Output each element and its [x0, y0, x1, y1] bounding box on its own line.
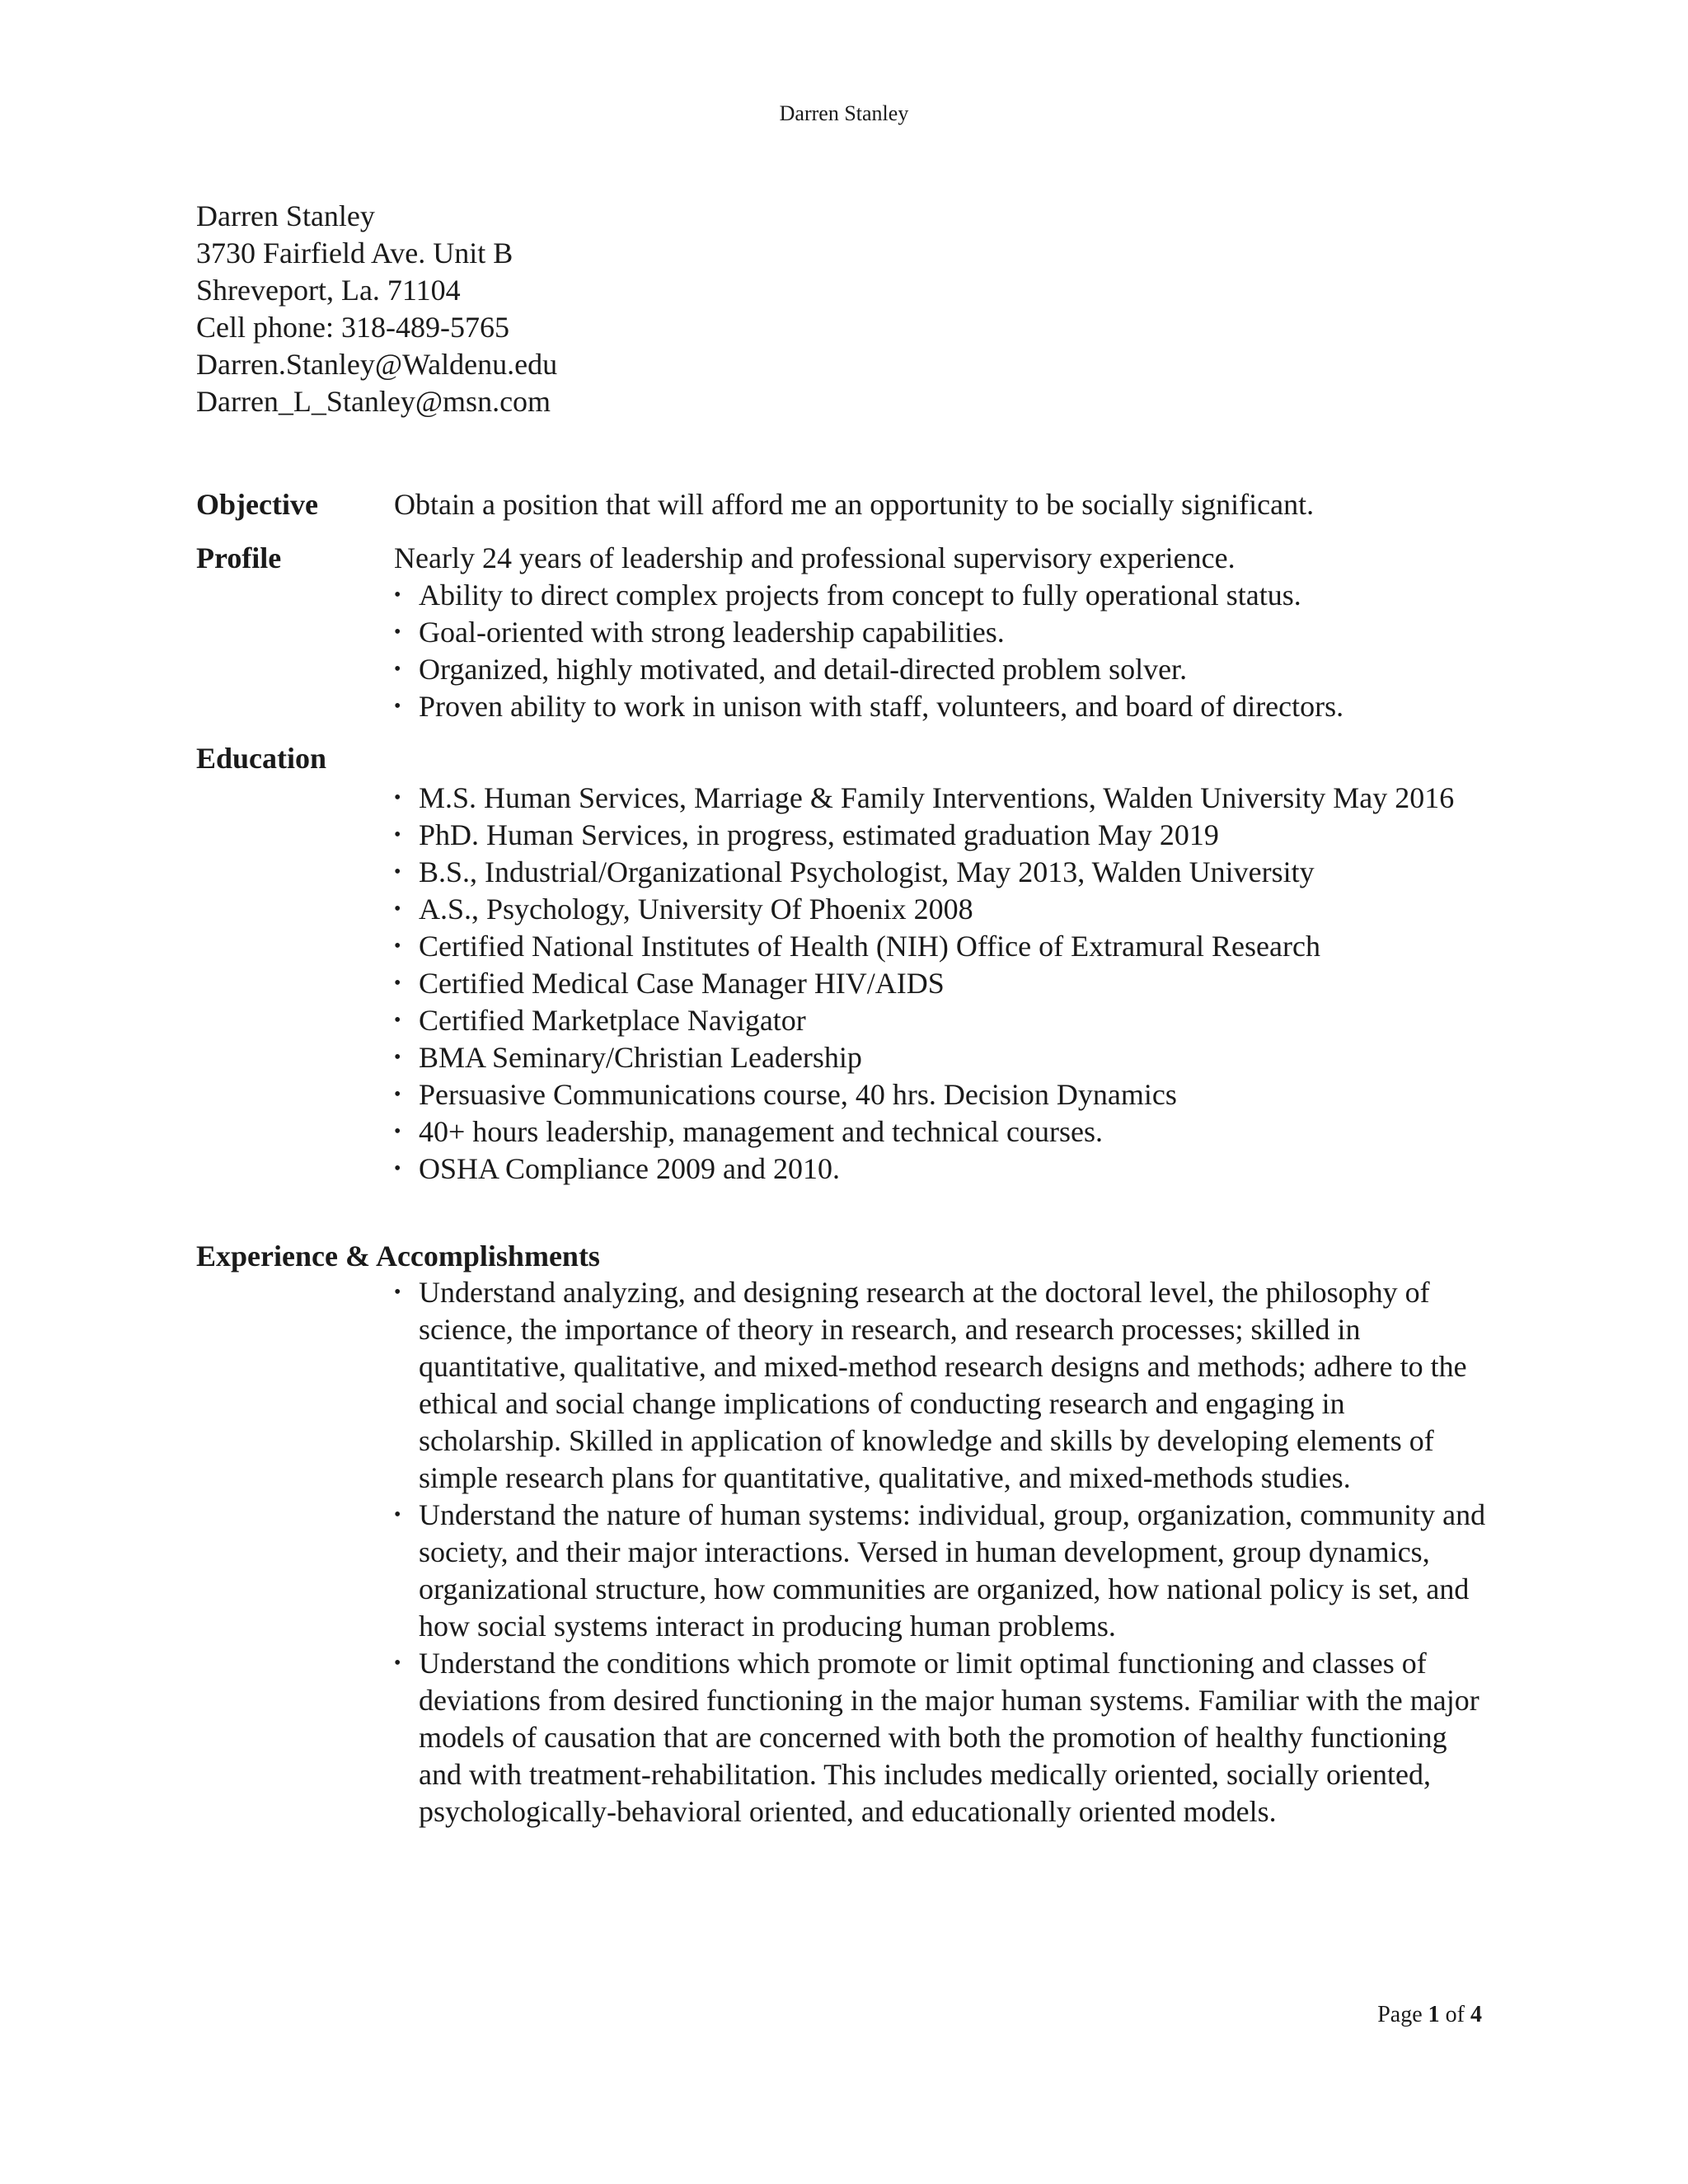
- contact-address-line2: Shreveport, La. 71104: [196, 274, 461, 307]
- of-word: of: [1445, 2002, 1465, 2027]
- list-item: • Certified National Institutes of Health (NIH) Office of Extramural Research: [394, 928, 1465, 965]
- page-word: Page: [1377, 2002, 1423, 2027]
- list-item: • Ability to direct complex projects from concept to fully operational status.: [394, 577, 1498, 614]
- list-item: • OSHA Compliance 2009 and 2010.: [394, 1151, 1465, 1188]
- list-item: • PhD. Human Services, in progress, estimated graduation May 2019: [394, 817, 1465, 854]
- list-item: • BMA Seminary/Christian Leadership: [394, 1039, 1465, 1076]
- page-number: 1: [1428, 2002, 1440, 2027]
- contact-address-line1: 3730 Fairfield Ave. Unit B: [196, 237, 513, 269]
- list-item: • M.S. Human Services, Marriage & Family Interventions, Walden University May 2016: [394, 780, 1465, 817]
- list-item: • Goal-oriented with strong leadership capabilities.: [394, 614, 1498, 651]
- experience-heading: Experience & Accomplishments: [196, 1240, 600, 1272]
- contact-email-2: Darren_L_Stanley@msn.com: [196, 385, 551, 418]
- contact-name: Darren Stanley: [196, 199, 375, 232]
- objective-heading: Objective: [196, 488, 318, 521]
- page-total: 4: [1470, 2002, 1482, 2027]
- list-item: • Understand the conditions which promote or limit optimal functioning and classes of deviations from desired functioning in the major human systems. Familiar with the major models of causation that are concerned with both the promotion of healthy functioning and with treatment-rehabilitation. This includes medically oriented, socially oriented, psychologically-behavioral oriented, and educationally oriented models.: [394, 1645, 1490, 1830]
- profile-list: [394, 577, 1498, 725]
- list-item: • Persuasive Communications course, 40 hrs. Decision Dynamics: [394, 1076, 1465, 1113]
- profile-intro: Nearly 24 years of leadership and professional supervisory experience.: [394, 541, 1236, 574]
- profile-heading: Profile: [196, 541, 282, 574]
- list-item: • Certified Marketplace Navigator: [394, 1002, 1465, 1039]
- list-item: • Certified Medical Case Manager HIV/AIDS: [394, 965, 1465, 1002]
- education-list: [394, 780, 1465, 1188]
- list-item: • Proven ability to work in unison with staff, volunteers, and board of directors.: [394, 688, 1498, 725]
- page-number-footer: [1377, 2001, 1482, 2029]
- running-header: Darren Stanley: [779, 101, 909, 125]
- list-item: • B.S., Industrial/Organizational Psychologist, May 2013, Walden University: [394, 854, 1465, 891]
- experience-list: [394, 1274, 1490, 1830]
- list-item: • A.S., Psychology, University Of Phoenix 2008: [394, 891, 1465, 928]
- contact-phone: Cell phone: 318-489-5765: [196, 311, 509, 344]
- contact-block: [196, 198, 557, 420]
- list-item: • 40+ hours leadership, management and technical courses.: [394, 1113, 1465, 1151]
- contact-email-1: Darren.Stanley@Waldenu.edu: [196, 348, 558, 381]
- education-heading: Education: [196, 742, 327, 775]
- list-item: • Understand the nature of human systems: individual, group, organization, community and society, and their major interactions. Versed in human development, group dynamics, organizational structure, how communities are organized, how national policy is set, and how social systems interact in producing human problems.: [394, 1497, 1490, 1645]
- list-item: • Understand analyzing, and designing research at the doctoral level, the philosophy of science, the importance of theory in research, and research processes; skilled in quantitative, qualitative, and mixed-method research designs and methods; adhere to the ethical and social change implications of conducting research and engaging in scholarship. Skilled in application of knowledge and skills by developing elements of simple research plans for quantitative, qualitative, and mixed-methods studies.: [394, 1274, 1490, 1497]
- list-item: • Organized, highly motivated, and detail-directed problem solver.: [394, 651, 1498, 688]
- objective-text: Obtain a position that will afford me an opportunity to be socially significant.: [394, 488, 1315, 521]
